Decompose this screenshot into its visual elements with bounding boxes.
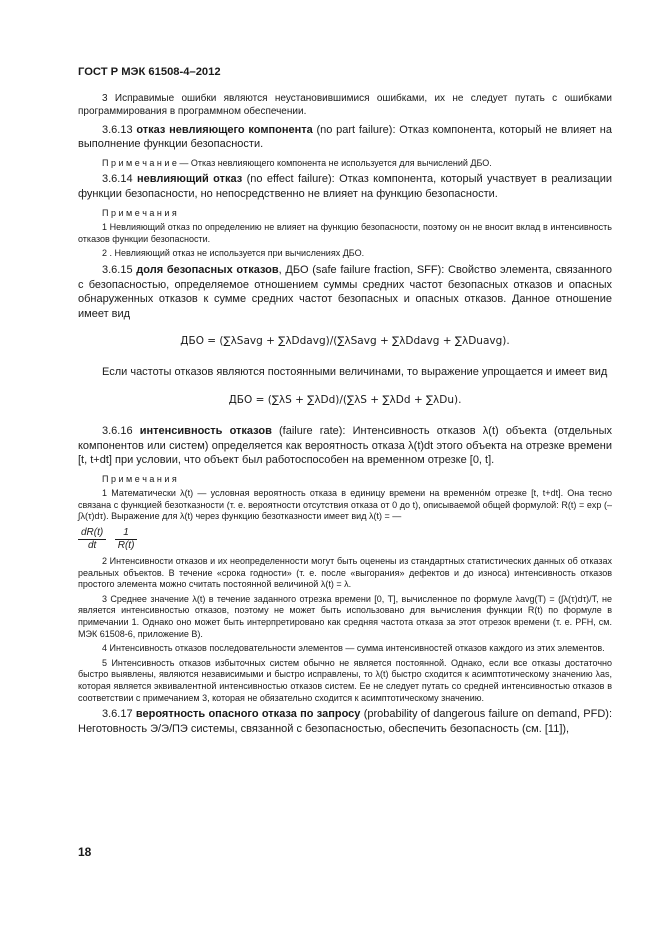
clause-3-6-16 <box>78 424 612 468</box>
clause-text: , ДБО (safe failure fraction, SFF): Свойство элемента, связанного с безопасностью, определяемое отношением суммы средних частот безопасных отказов и опасных обнаруженных отказов к сумме средних частот безопасных и опасных отказов. Данное отношение имеет вид <box>78 263 612 320</box>
fraction-numerator: dR(t) <box>78 527 106 540</box>
fraction-denominator: R(t) <box>117 540 135 552</box>
note-4: 4 Интенсивность отказов последовательности элементов — сумма интенсивностей отказов каждого из этих элементов. <box>102 643 605 654</box>
fraction-1-over-r <box>115 527 138 552</box>
page-content <box>78 92 612 742</box>
clause-number: 3.6.17 <box>102 708 133 721</box>
clause-number: 3.6.14 <box>102 173 133 186</box>
note-1: 1 Невлияющий отказ по определению не влияет на функцию безопасности, поэтому он не вносит вклад в интенсивность отказов функции безопасности. <box>78 222 612 244</box>
note-3-6-13 <box>78 158 612 170</box>
clause-3-6-14 <box>78 172 612 201</box>
clause-text: (probability of dangerous failure on demand, PFD): Неготовность Э/Э/ПЭ системы, связанной с безопасностью, обеспечить безопасность (см. [11]), <box>78 708 612 735</box>
page-header: ГОСТ Р МЭК 61508-4–2012 <box>78 66 221 78</box>
clause-3-6-17 <box>78 707 612 736</box>
clause-text: (no part failure): Отказ компонента, который не влияет на выполнение функции безопасности. <box>78 123 612 151</box>
notes-label: П р и м е ч а н и я <box>102 473 177 484</box>
fraction-dr-dt <box>78 527 106 552</box>
notes-label: П р и м е ч а н и я <box>102 207 177 218</box>
formula-sff-avg: ДБО = (∑λSavg + ∑λDdavg)/(∑λSavg + ∑λDdavg + ∑λDuavg). <box>180 335 510 348</box>
note-3: 3 Среднее значение λ(t) в течение заданного отрезка времени [0, T], вычисленное по формуле λavg(T) = (∫λ(τ)dτ)/T, не является интенсивностью отказов, поэтому не может быть использовано для вычисления функции R(t) по формуле в примечании 1. Однако оно может быть интерпретировано как средняя частота отказа за этот отрезок времени (т. е. PFH, см. МЭК 61508-6, приложение B). <box>78 593 612 639</box>
note-5: 5 Интенсивность отказов избыточных систем обычно не является постоянной. Однако, если все отказы достаточно быстро выявлены, являются независимыми и быстро исправлены, то λ(t) быстро сходится к асимптотическому значению λas, которая является эквивалентной интенсивностью отказов систем. Ее не следует путать со средней интенсивностью отказов в соответствии с примечанием 3, которая не обязательно сходится к асимптотическому значению. <box>78 657 612 703</box>
note-1: 1 Математически λ(t) — условная вероятность отказа в единицу времени на временно́м отрезке [t, t+dt]. Она тесно связана с функцией безотказности (т. е. вероятности отсутствия отказа от 0 до t), описываемой общей формулой: R(t) = exp (–∫λ(τ)dτ). Выражение для λ(t) через функцию безотказности имеет вид λ(t) = — <box>78 488 612 522</box>
clause-term: доля безопасных отказов <box>136 263 279 276</box>
note-2: 2 . Невлияющий отказ не используется при вычислениях ДБО. <box>102 248 365 259</box>
fraction-numerator: 1 <box>115 527 138 540</box>
fraction-denominator: dt <box>87 540 97 552</box>
paragraph-correctable-errors: 3 Исправимые ошибки являются неустановившимися ошибками, их не следует путать с ошибками программирования в программном обеспечении. <box>78 93 612 118</box>
clause-3-6-15 <box>78 263 612 321</box>
page-number: 18 <box>78 845 92 859</box>
clause-text: (failure rate): Интенсивность отказов λ(t) объекта (отдельных компонентов или систем) определяется как вероятность отказа λ(t)dt этого объекта на отрезке времени [t, t+dt] при условии, что объект был работоспособен на временном отрезке [0, t]. <box>78 424 612 467</box>
clause-3-6-13 <box>78 123 612 152</box>
clause-text: (no effect failure): Отказ компонента, который участвует в реализации функции безопасности, но непосредственно не влияет на функцию безопасности. <box>78 173 612 200</box>
note-2: 2 Интенсивности отказов и их неопределенности могут быть оценены из стандартных статистических данных об отказах реальных объектов. В течение «срока годности» (т. е. после «выгорания» дефектов и до износа) интенсивность отказов простого элемента можно считать постоянной величиной λ(t) = λ. <box>78 556 612 590</box>
clause-term: вероятность опасного отказа по запросу <box>135 708 361 721</box>
clause-term: отказ невлияющего компонента <box>136 123 313 136</box>
derivative-fraction <box>78 527 612 552</box>
note-text: — Отказ невлияющего компонента не используется для вычислений ДБО. <box>176 157 492 168</box>
clause-number: 3.6.15 <box>102 263 133 276</box>
note-label: П р и м е ч а н и е <box>102 157 177 168</box>
paragraph-constant-rates: Если частоты отказов являются постоянными величинами, то выражение упрощается и имеет вид <box>102 366 608 379</box>
clause-term: невлияющий отказ <box>137 173 243 186</box>
formula-sff-constant: ДБО = (∑λS + ∑λDd)/(∑λS + ∑λDd + ∑λDu). <box>228 393 462 406</box>
clause-term: интенсивность отказов <box>139 424 272 437</box>
clause-number: 3.6.16 <box>102 424 133 437</box>
clause-number: 3.6.13 <box>102 123 133 136</box>
